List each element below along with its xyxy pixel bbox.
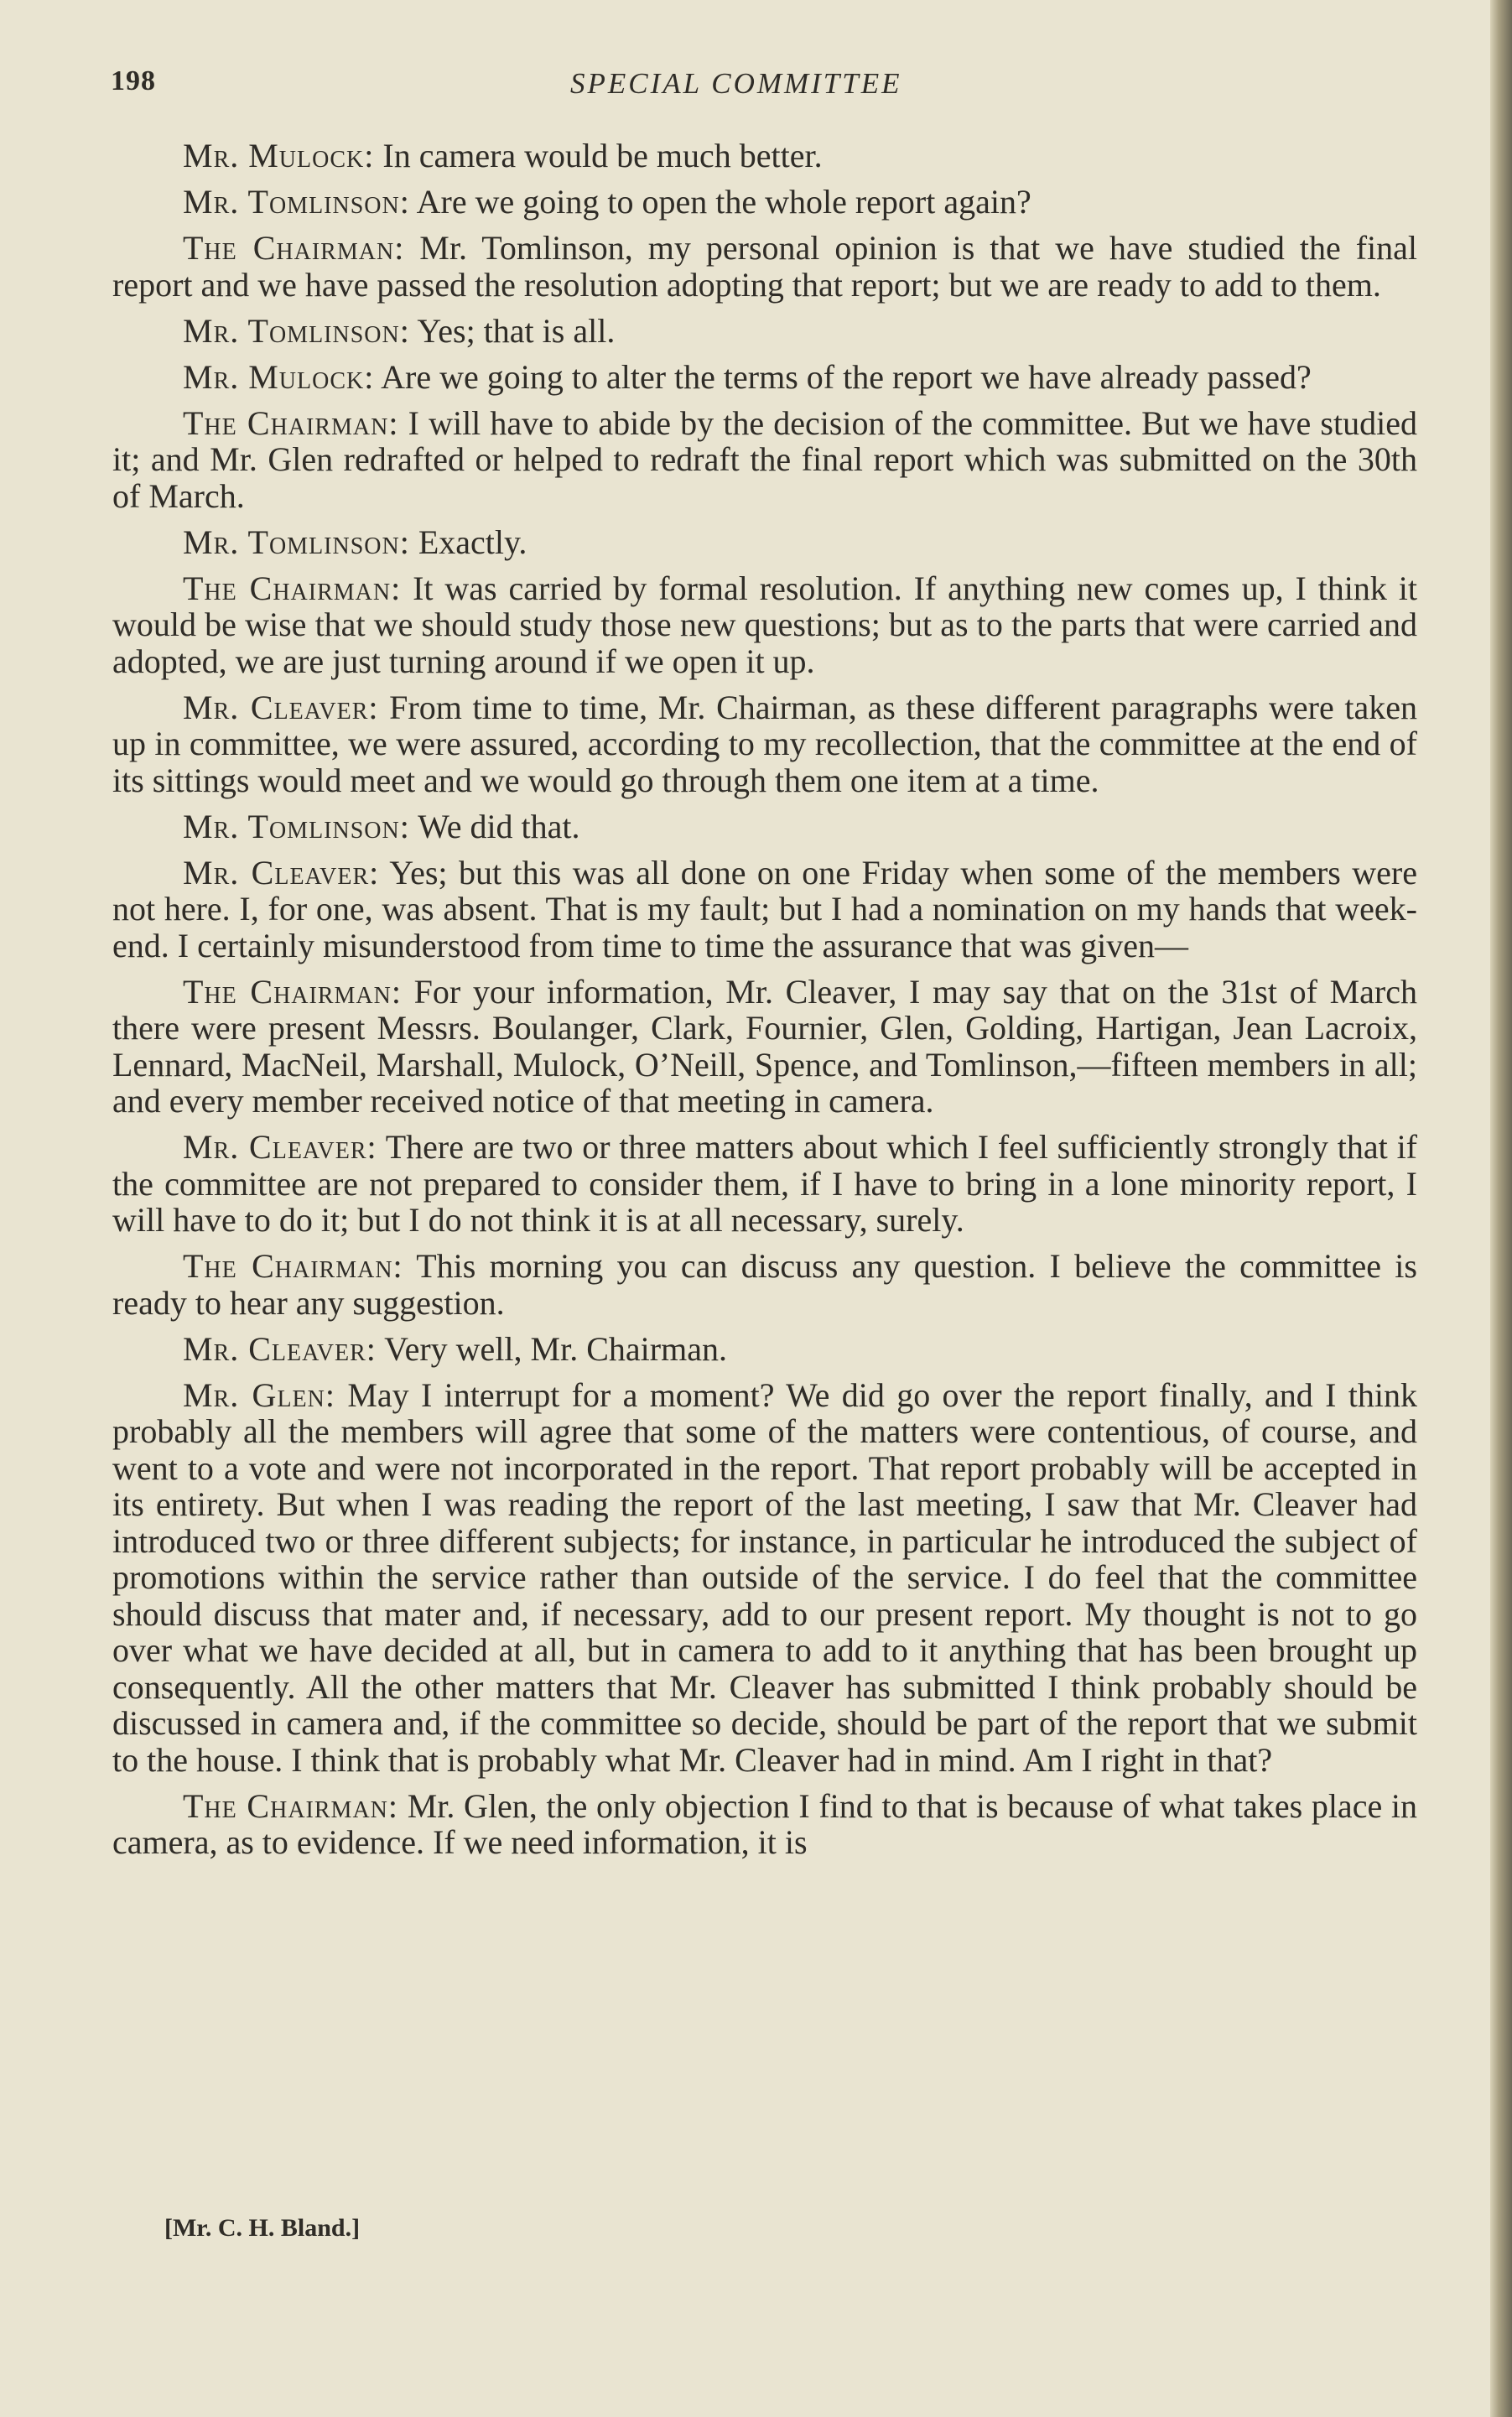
speech-text: Exactly. bbox=[409, 522, 527, 561]
speech-text: Very well, Mr. Chairman. bbox=[376, 1329, 727, 1368]
speech-text: Are we going to open the whole report again? bbox=[409, 183, 1031, 221]
paragraph bbox=[112, 974, 1417, 1120]
speaker-label: The Chairman: bbox=[183, 1786, 399, 1825]
page-edge bbox=[1490, 0, 1512, 2417]
speaker-label: Mr. Tomlinson: bbox=[183, 183, 410, 221]
paragraph bbox=[112, 230, 1417, 303]
speech-text: Mr. Tomlinson, my personal opinion is that we have studied the final report and we have passed the resolution adopting that report; but we are ready to add to them. bbox=[112, 229, 1418, 304]
paragraph bbox=[112, 1248, 1417, 1321]
running-head: SPECIAL COMMITTEE bbox=[570, 67, 902, 100]
speaker-label: Mr. Tomlinson: bbox=[183, 522, 410, 561]
speech-text: This morning you can discuss any question. I believe the committee is ready to hear any suggestion. bbox=[112, 1247, 1417, 1322]
paragraph bbox=[112, 138, 1417, 174]
paragraph bbox=[112, 184, 1417, 221]
paragraph bbox=[112, 855, 1417, 964]
speech-text: I will have to abide by the decision of the committee. But we have studied it; and Mr. Glen redrafted or helped to redraft the final report which was submitted on the 30th of March. bbox=[112, 403, 1417, 515]
speech-text: May I interrupt for a moment? We did go over the report finally, and I think probably all the members will agree that some of the matters were contentious, of course, and went to a vote and were not incorporated in the report. That report probably will be accepted in its entirety. But when I was reading the report of the last meeting, I saw that Mr. Cleaver had introduced two or three different subjects; for instance, in particular he introduced the subject of promotions within the service rather than outside of the service. I do feel that the committee should discuss that mater and, if necessary, add to our present report. My thought is not to go over what we have decided at all, but in camera to add to it anything that has been brought up consequently. All the other matters that Mr. Cleaver has submitted I think probably should be discussed in camera and, if the committee so decide, should be part of the report that we submit to the house. I think that is probably what Mr. Cleaver had in mind. Am I right in that? bbox=[112, 1375, 1417, 1779]
paragraph bbox=[112, 1129, 1417, 1239]
speaker-label: The Chairman: bbox=[183, 403, 399, 442]
speech-text: Yes; that is all. bbox=[409, 311, 616, 350]
speaker-label: The Chairman: bbox=[183, 1247, 403, 1285]
paragraph bbox=[112, 689, 1417, 799]
speaker-label: The Chairman: bbox=[183, 229, 405, 267]
speaker-label: Mr. Tomlinson: bbox=[183, 807, 410, 845]
paragraph bbox=[112, 524, 1417, 561]
speaker-label: Mr. Cleaver: bbox=[183, 1329, 377, 1368]
speaker-label: The Chairman: bbox=[183, 972, 402, 1011]
speech-text: It was carried by formal resolution. If anything new comes up, I think it would be wise that we should study those new questions; but as to the parts that were carried and adopted, we are just turning around if we open it up. bbox=[112, 569, 1417, 680]
speaker-label: Mr. Mulock: bbox=[183, 357, 375, 396]
body-text bbox=[112, 138, 1417, 1870]
speech-text: There are two or three matters about which I feel sufficiently strongly that if the committee are not prepared to consider them, if I have to bring in a lone minority report, I will have to do it; but I do not think it is at all necessary, surely. bbox=[112, 1128, 1418, 1239]
speech-text: Mr. Glen, the only objection I find to that is because of what takes place in camera, as to evidence. If we need information, it is bbox=[112, 1786, 1417, 1861]
paragraph bbox=[112, 570, 1417, 680]
speech-text: From time to time, Mr. Chairman, as these different paragraphs were taken up in committee, we were assured, according to my recollection, that the committee at the end of its sittings would meet and we would go through them one item at a time. bbox=[112, 688, 1417, 799]
speaker-label: The Chairman: bbox=[183, 569, 402, 607]
speaker-label: Mr. Cleaver: bbox=[183, 853, 380, 891]
speech-text: We did that. bbox=[409, 807, 580, 845]
speech-text: In camera would be much better. bbox=[374, 137, 823, 174]
paragraph bbox=[112, 359, 1417, 396]
speaker-label: Mr. Cleaver: bbox=[183, 688, 379, 726]
speaker-label: Mr. Glen: bbox=[183, 1375, 335, 1414]
paragraph bbox=[112, 808, 1417, 845]
paragraph bbox=[112, 1377, 1417, 1779]
paragraph bbox=[112, 313, 1417, 350]
footer-attribution: [Mr. C. H. Bland.] bbox=[164, 2214, 361, 2242]
paragraph bbox=[112, 1331, 1417, 1368]
paragraph bbox=[112, 405, 1417, 515]
paragraph bbox=[112, 1788, 1417, 1861]
page-number: 198 bbox=[111, 65, 156, 96]
speech-text: Are we going to alter the terms of the report we have already passed? bbox=[374, 357, 1312, 396]
speaker-label: Mr. Tomlinson: bbox=[183, 311, 410, 350]
speech-text: For your information, Mr. Cleaver, I may say that on the 31st of March there were present Messrs. Boulanger, Clark, Fournier, Glen, Golding, Hartigan, Jean Lacroix, Lennard, MacNeil, Marshall, Mulock, O’Neill, Spence, and Tomlinson,—fifteen members in all; and every member received notice of that meeting in camera. bbox=[112, 972, 1417, 1120]
speaker-label: Mr. Mulock: bbox=[183, 137, 375, 174]
speech-text: Yes; but this was all done on one Friday when some of the members were not here. I, for one, was absent. That is my fault; but I had a nomination on my hands that week-end. I certainly misunderstood from time to time the assurance that was given— bbox=[112, 853, 1418, 964]
speaker-label: Mr. Cleaver: bbox=[183, 1128, 377, 1166]
